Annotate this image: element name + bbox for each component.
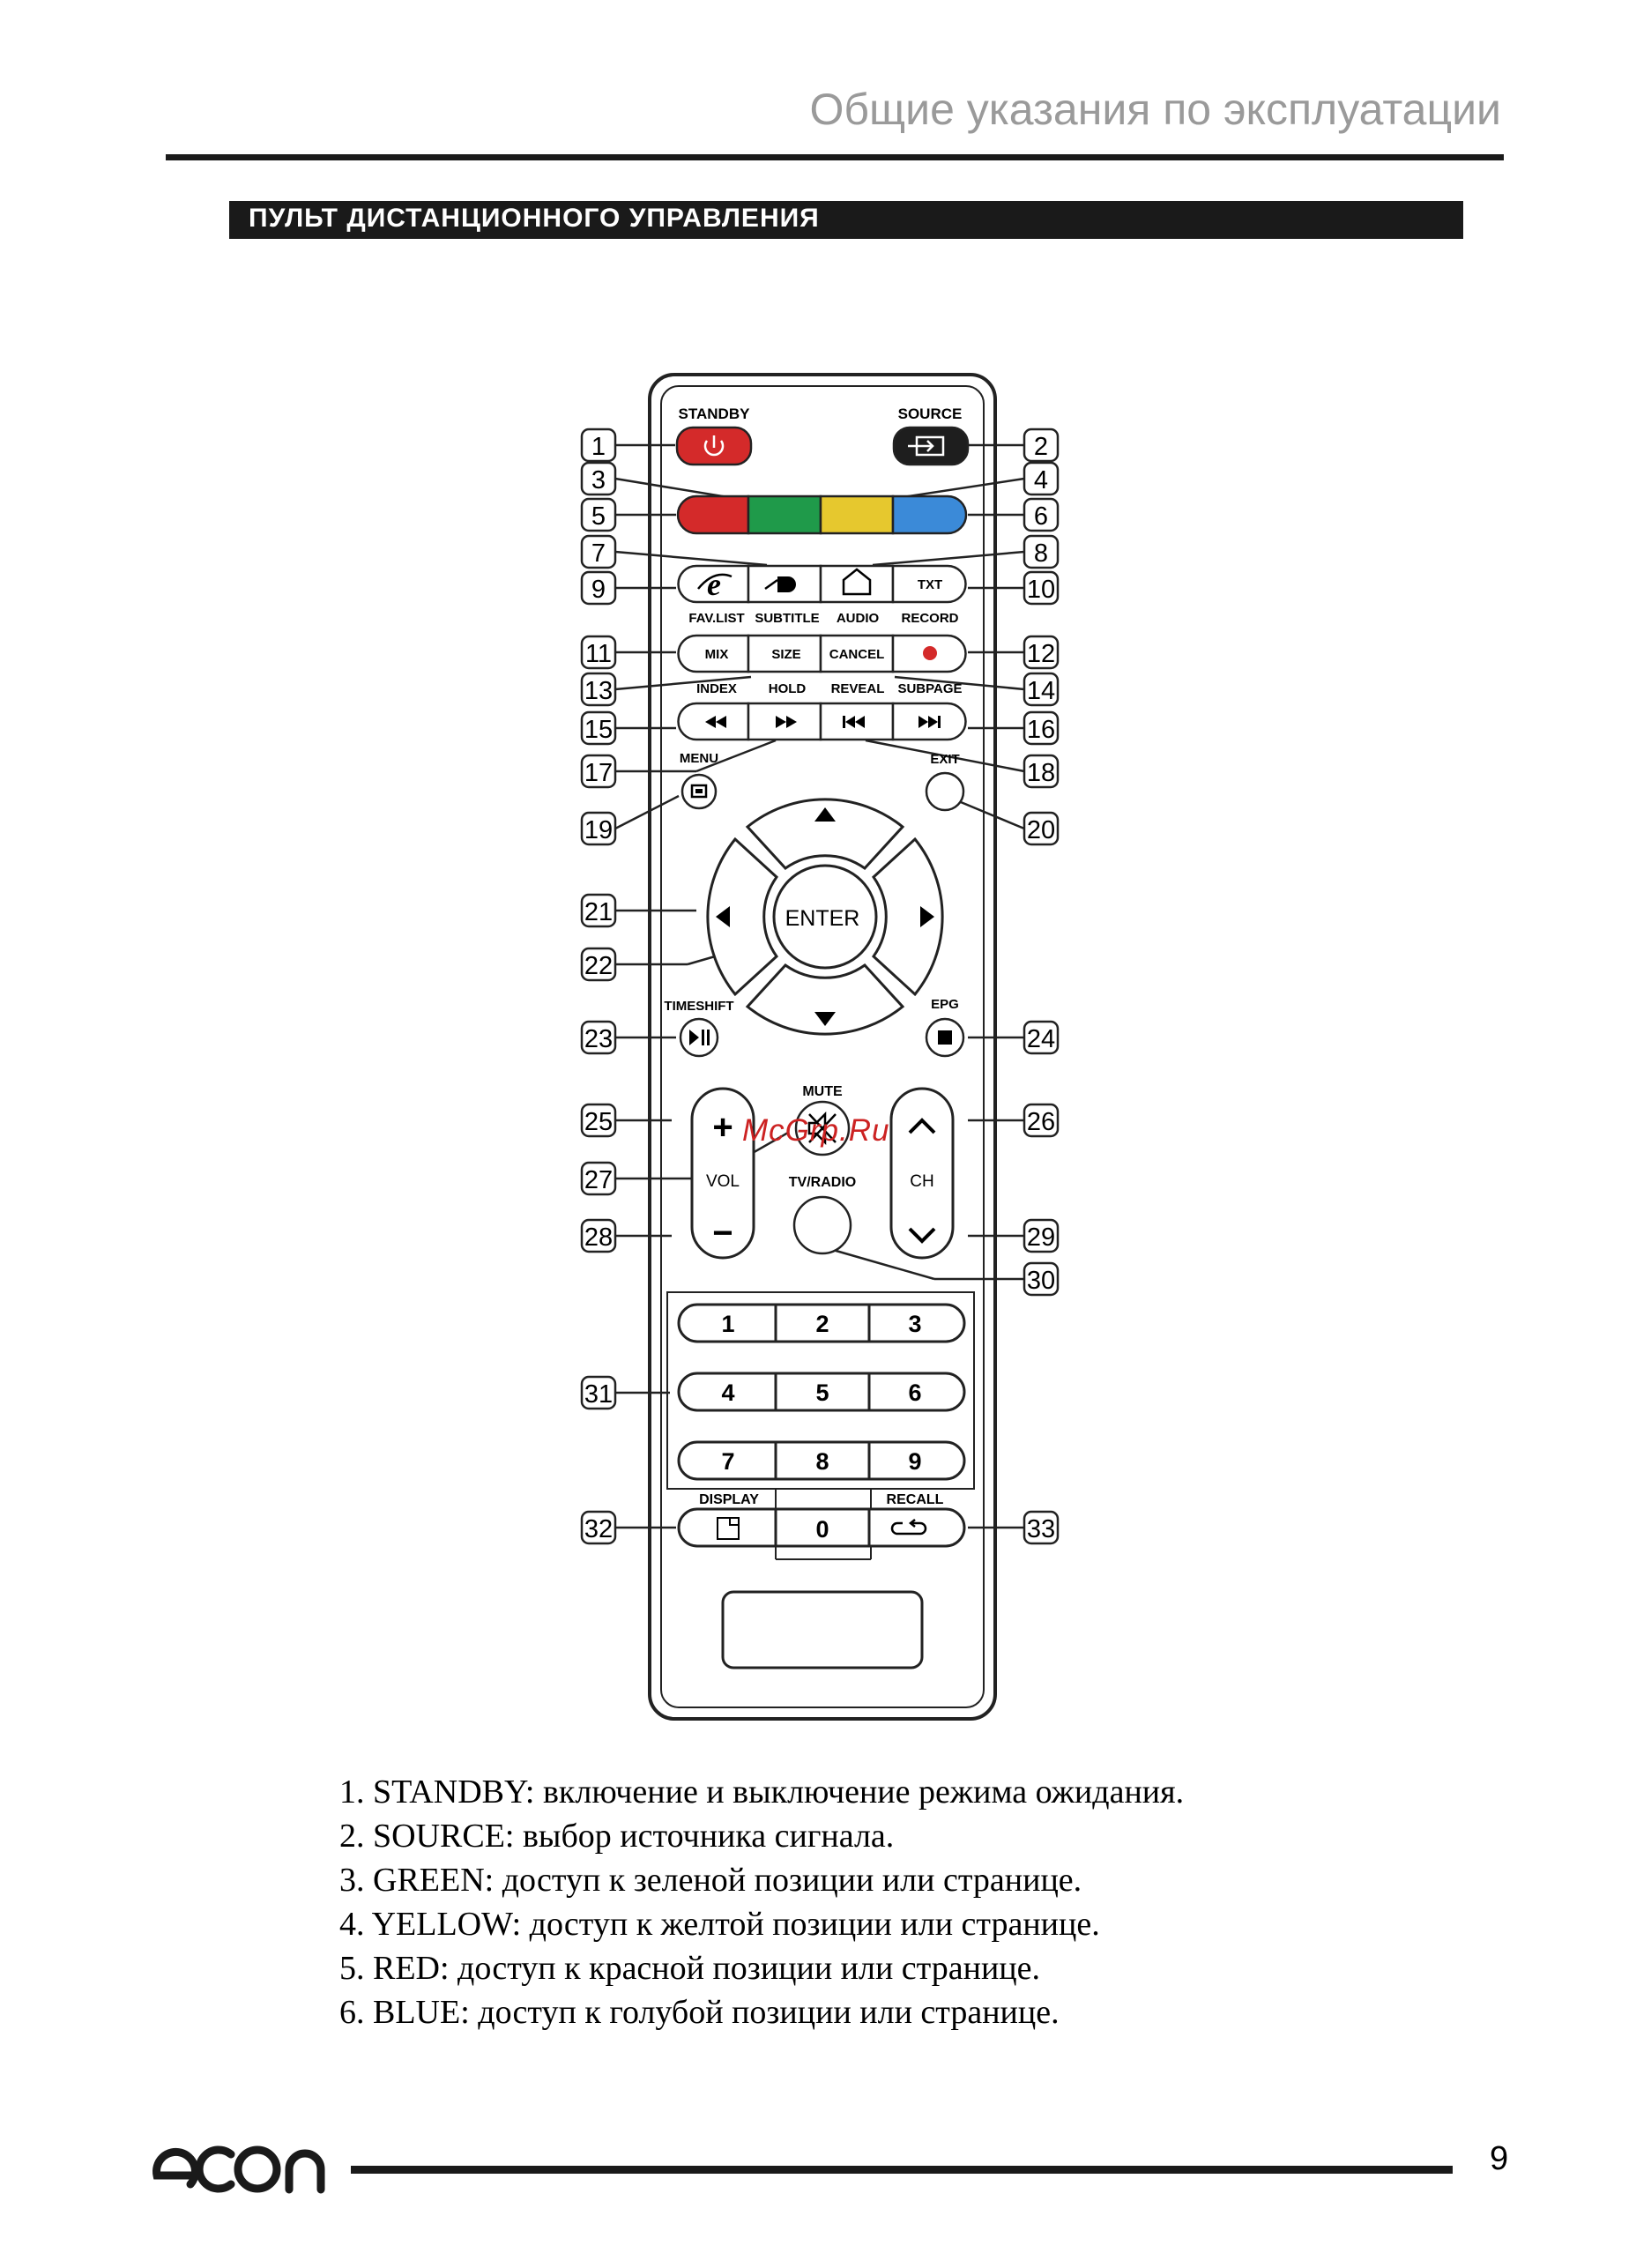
- callout-number: 6: [1033, 502, 1049, 531]
- callout-7: [582, 536, 615, 568]
- callout-number: 33: [1026, 1515, 1056, 1543]
- callout-number: 11: [584, 640, 613, 668]
- description-line: 2. SOURCE: выбор источника сигнала.: [339, 1818, 895, 1855]
- button-descriptions: [339, 1770, 1184, 2034]
- callout-5: [582, 499, 615, 531]
- standby-label: STANDBY: [678, 405, 750, 422]
- description-line: 4. YELLOW: доступ к желтой позиции или странице.: [339, 1906, 1100, 1943]
- digit-5-button[interactable]: 5: [815, 1379, 829, 1406]
- callout-6: [1024, 499, 1058, 531]
- red-button[interactable]: [678, 496, 748, 533]
- callout-number: 7: [591, 539, 606, 568]
- econ-logo: [150, 2142, 326, 2195]
- mix-label: MIX: [704, 647, 729, 662]
- enter-label: ENTER: [785, 906, 860, 931]
- exit-label: EXIT: [930, 752, 960, 767]
- cancel-label: CANCEL: [829, 647, 885, 662]
- digit-8-button[interactable]: 8: [815, 1448, 829, 1475]
- callout-number: 32: [584, 1515, 614, 1543]
- callout-14: [1024, 673, 1058, 705]
- callout-2: [1024, 429, 1058, 461]
- tv-radio-button[interactable]: [794, 1197, 851, 1253]
- callout-33: [1024, 1512, 1058, 1543]
- callout-number: 14: [1026, 677, 1056, 705]
- page-number: 9: [1490, 2140, 1509, 2177]
- callout-15: [582, 712, 615, 744]
- recall-label: RECALL: [886, 1492, 944, 1507]
- section-title: ПУЛЬТ ДИСТАНЦИОННОГО УПРАВЛЕНИЯ: [249, 204, 820, 233]
- callout-number: 18: [1026, 759, 1056, 787]
- callout-number: 23: [584, 1025, 614, 1053]
- callout-9: [582, 572, 615, 604]
- callout-26: [1024, 1104, 1058, 1136]
- callout-28: [582, 1220, 615, 1252]
- audio-label: AUDIO: [836, 611, 880, 626]
- callout-number: 24: [1026, 1025, 1056, 1053]
- callout-24: [1024, 1022, 1058, 1053]
- subpage-label: SUBPAGE: [897, 681, 963, 696]
- stop-icon: [938, 1030, 952, 1045]
- volume-plus-label: +: [712, 1108, 733, 1147]
- callout-number: 2: [1033, 433, 1049, 461]
- callout-18: [1024, 755, 1058, 787]
- callout-number: 21: [584, 898, 614, 926]
- size-label: SIZE: [771, 647, 801, 662]
- callout-29: [1024, 1220, 1058, 1252]
- hold-label: HOLD: [768, 681, 807, 696]
- menu-label: MENU: [679, 751, 719, 766]
- callout-23: [582, 1022, 615, 1053]
- callout-21: [582, 895, 615, 926]
- vol-label: VOL: [705, 1172, 740, 1191]
- callout-30: [1024, 1263, 1058, 1295]
- callout-17: [582, 755, 615, 787]
- callout-4: [1024, 463, 1058, 494]
- yellow-button[interactable]: [821, 496, 893, 533]
- watermark-text: McGrp.Ru: [742, 1113, 890, 1148]
- svg-text:e: e: [707, 567, 721, 602]
- callout-32: [582, 1512, 615, 1543]
- page-header-title: Общие указания по эксплуатации: [809, 85, 1501, 134]
- color-buttons-row: [678, 496, 966, 533]
- source-label: SOURCE: [897, 405, 963, 422]
- digit-0-button[interactable]: 0: [815, 1516, 829, 1543]
- digit-9-button[interactable]: 9: [908, 1448, 922, 1475]
- ir-window: [723, 1592, 922, 1668]
- callout-number: 30: [1026, 1267, 1056, 1295]
- callout-number: 9: [591, 576, 606, 604]
- callout-number: 5: [591, 502, 606, 531]
- fav-list-label: FAV.LIST: [688, 611, 745, 626]
- digit-1-button[interactable]: 1: [721, 1311, 735, 1337]
- description-line: 1. STANDBY: включение и выключение режима ожидания.: [339, 1774, 1185, 1811]
- callout-number: 10: [1026, 576, 1056, 604]
- callout-number: 4: [1033, 466, 1049, 494]
- callout-3: [582, 463, 615, 494]
- callout-number: 27: [584, 1166, 614, 1194]
- callout-number: 19: [584, 816, 614, 844]
- digit-6-button[interactable]: 6: [908, 1379, 922, 1406]
- callout-8: [1024, 536, 1058, 568]
- callout-number: 31: [584, 1380, 614, 1409]
- volume-minus-label: −: [712, 1214, 733, 1253]
- digit-7-button[interactable]: 7: [721, 1448, 735, 1475]
- audio-button[interactable]: [821, 566, 893, 602]
- record-dot-icon: [923, 646, 937, 660]
- subtitle-label: SUBTITLE: [755, 611, 820, 626]
- callout-number: 3: [591, 466, 606, 494]
- record-label: RECORD: [901, 611, 959, 626]
- digit-4-button[interactable]: 4: [721, 1379, 735, 1406]
- callout-number: 20: [1026, 816, 1056, 844]
- ch-label: CH: [910, 1172, 934, 1191]
- description-line: 3. GREEN: доступ к зеленой позиции или странице.: [339, 1862, 1082, 1899]
- txt-label: TXT: [917, 577, 943, 592]
- callout-number: 22: [584, 952, 614, 980]
- callout-number: 26: [1026, 1108, 1056, 1136]
- callout-number: 13: [584, 677, 614, 705]
- digit-2-button[interactable]: 2: [815, 1311, 829, 1337]
- callout-12: [1024, 636, 1058, 668]
- callout-number: 25: [584, 1108, 614, 1136]
- callout-number: 12: [1026, 640, 1056, 668]
- tv-radio-label: TV/RADIO: [788, 1175, 857, 1190]
- digit-3-button[interactable]: 3: [908, 1311, 922, 1337]
- callout-number: 17: [584, 759, 614, 787]
- blue-button[interactable]: [893, 496, 966, 533]
- callout-27: [582, 1163, 615, 1194]
- footer-divider: [351, 2166, 1453, 2174]
- callout-16: [1024, 712, 1058, 744]
- callout-31: [582, 1377, 615, 1409]
- index-label: INDEX: [696, 681, 737, 696]
- mute-label: MUTE: [802, 1084, 843, 1099]
- description-line: 6. BLUE: доступ к голубой позиции или странице.: [339, 1994, 1060, 2031]
- description-line: 5. RED: доступ к красной позиции или странице.: [339, 1950, 1040, 1987]
- callout-20: [1024, 813, 1058, 844]
- timeshift-label: TIMESHIFT: [664, 999, 734, 1014]
- callout-25: [582, 1104, 615, 1136]
- green-button[interactable]: [748, 496, 821, 533]
- callout-number: 8: [1033, 539, 1049, 568]
- display-label: DISPLAY: [699, 1492, 759, 1507]
- callout-11: [582, 636, 615, 668]
- callout-1: [582, 429, 615, 461]
- callout-10: [1024, 572, 1058, 604]
- callout-number: 16: [1026, 716, 1056, 744]
- callout-19: [582, 813, 615, 844]
- exit-button[interactable]: [926, 773, 963, 810]
- callout-number: 15: [584, 716, 614, 744]
- callout-number: 29: [1026, 1223, 1056, 1252]
- callout-number: 28: [584, 1223, 614, 1252]
- callout-number: 1: [591, 433, 606, 461]
- epg-label: EPG: [931, 997, 959, 1012]
- callout-22: [582, 948, 615, 980]
- callout-13: [582, 673, 615, 705]
- reveal-label: REVEAL: [830, 681, 885, 696]
